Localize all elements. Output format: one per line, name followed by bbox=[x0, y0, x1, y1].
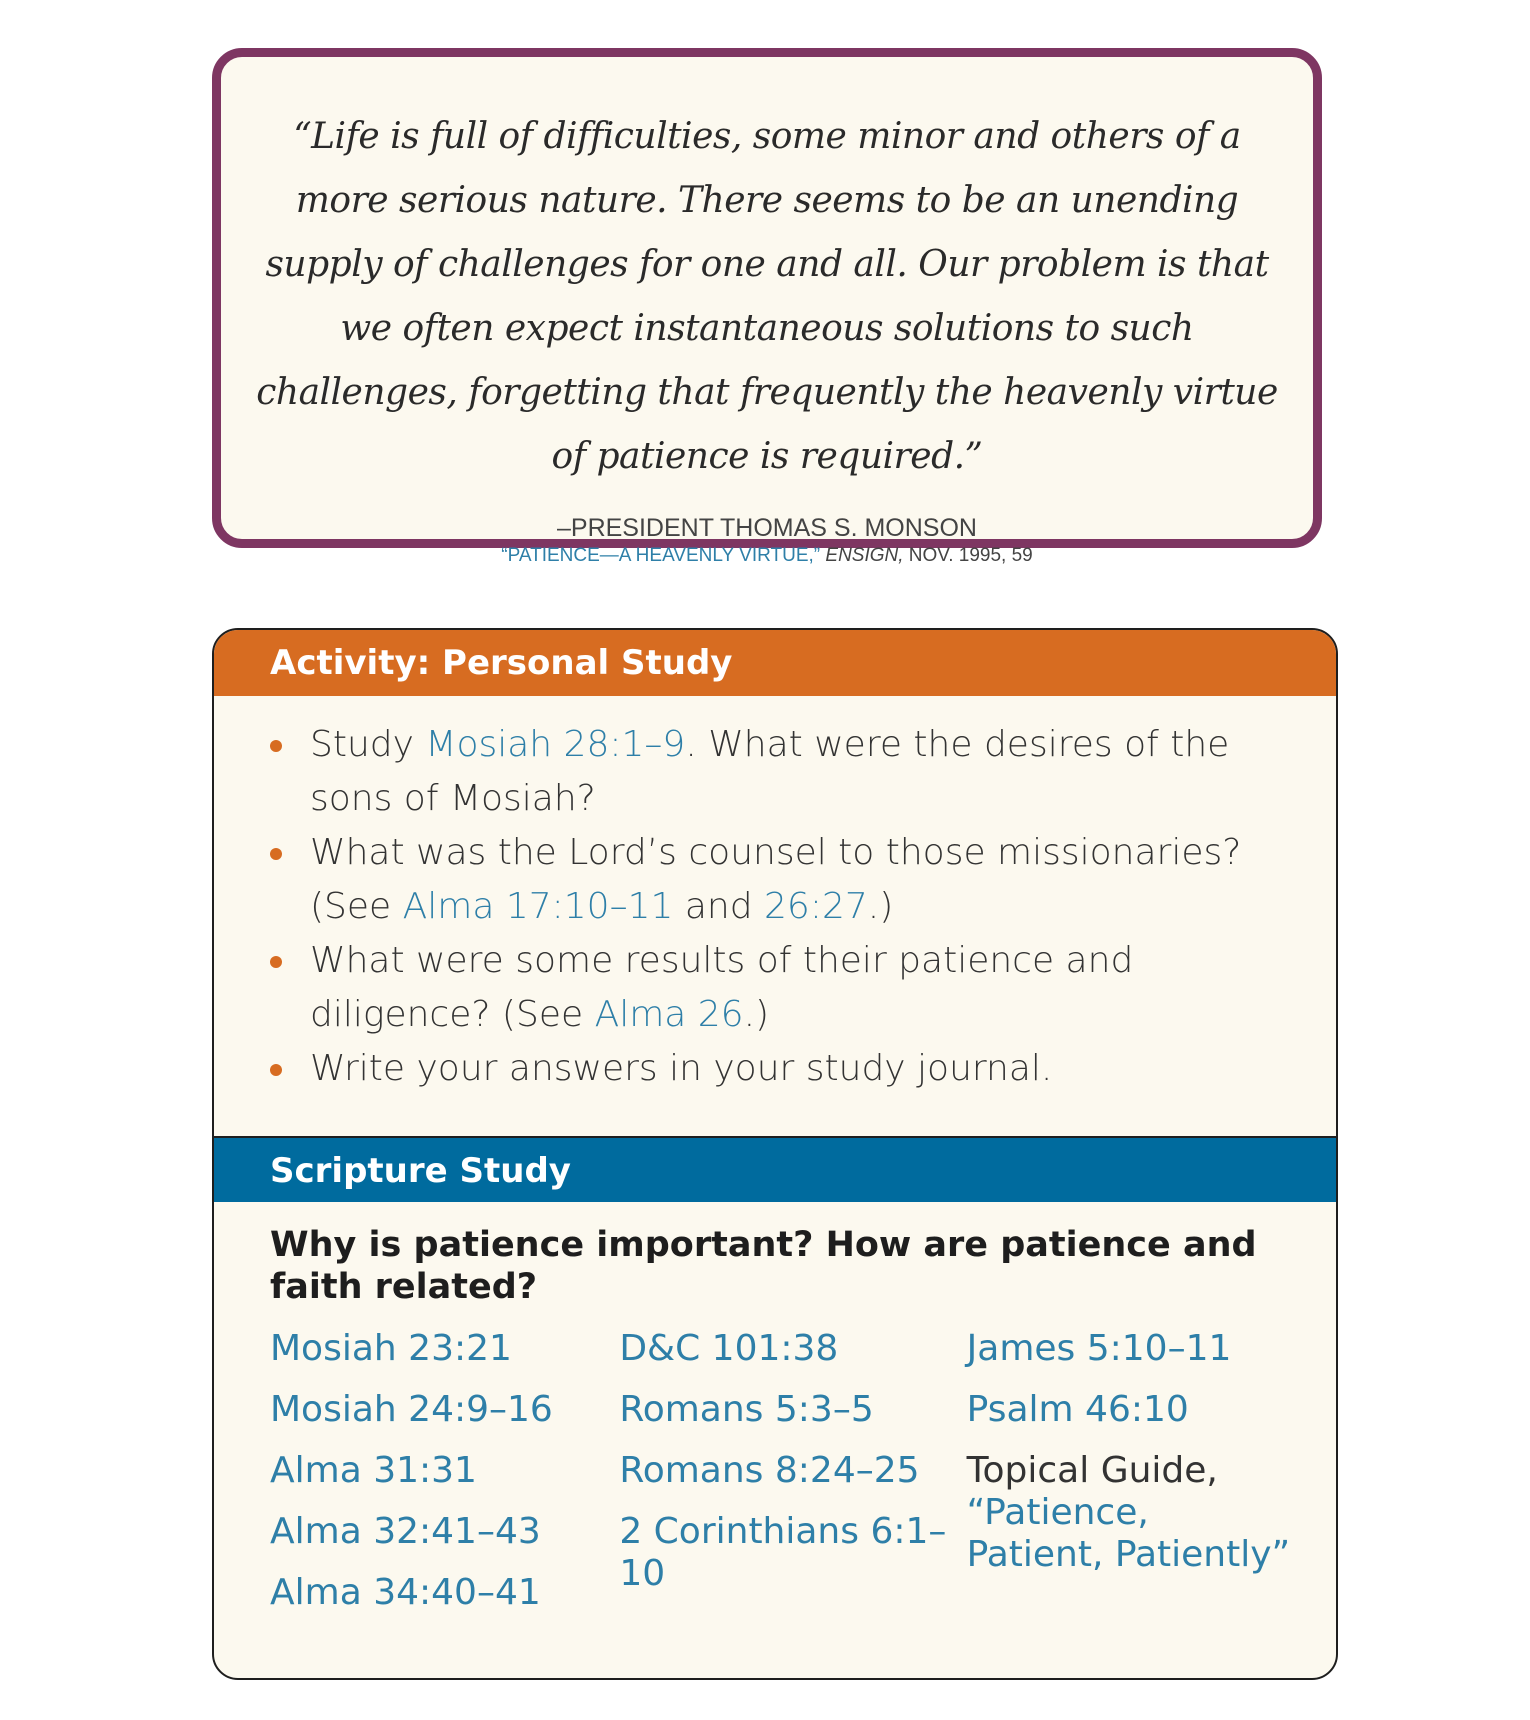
topical-guide-label: Topical Guide, bbox=[966, 1450, 1218, 1491]
scripture-link[interactable]: Mosiah 28:1–9 bbox=[425, 724, 686, 765]
activity-box bbox=[212, 628, 1338, 1680]
quote-citation bbox=[221, 543, 1313, 569]
bullet-text: .) bbox=[867, 886, 894, 927]
list-item bbox=[270, 934, 1296, 1042]
list-item bbox=[270, 718, 1296, 826]
scripture-column-3 bbox=[967, 1328, 1296, 1633]
scripture-link[interactable]: 26:27 bbox=[764, 886, 868, 927]
scripture-column-2 bbox=[619, 1328, 966, 1633]
scripture-study-content bbox=[214, 1202, 1336, 1633]
bullet-text: What were some results of their patience and diligence? (See bbox=[310, 940, 1134, 1035]
scripture-link[interactable]: Romans 5:3–5 bbox=[619, 1389, 874, 1430]
list-item bbox=[270, 1042, 1296, 1096]
bullet-text: Study bbox=[310, 724, 426, 765]
topical-guide-entry bbox=[967, 1450, 1296, 1576]
quote-box bbox=[212, 48, 1322, 566]
topical-guide-link[interactable]: “Patience, Patient, Patiently” bbox=[966, 1492, 1291, 1575]
scripture-link[interactable]: Alma 34:40–41 bbox=[270, 1572, 541, 1613]
bullet-text: and bbox=[673, 886, 765, 927]
quote-text: “Life is full of difficulties, some minor and others of a more serious nature. There seems to be an unending supply of challenges for one and all. Our problem is that we often expect instantaneous solutions to such challenges, forgetting that frequently the heavenly virtue of patience is required.” bbox=[256, 116, 1278, 477]
scripture-link[interactable]: Psalm 46:10 bbox=[966, 1389, 1189, 1430]
scripture-link[interactable]: Mosiah 24:9–16 bbox=[270, 1389, 553, 1430]
citation-magazine: ENSIGN, bbox=[825, 545, 904, 566]
list-item bbox=[270, 826, 1296, 934]
scripture-study-header: Scripture Study bbox=[214, 1136, 1336, 1202]
scripture-link[interactable]: Romans 8:24–25 bbox=[619, 1450, 920, 1491]
citation-title-link[interactable]: “PATIENCE—A HEAVENLY VIRTUE,” bbox=[501, 545, 821, 566]
activity-bullet-list bbox=[214, 696, 1336, 1136]
citation-date: NOV. 1995, 59 bbox=[908, 545, 1033, 566]
scripture-link[interactable]: D&C 101:38 bbox=[619, 1328, 839, 1369]
scripture-columns bbox=[270, 1328, 1296, 1633]
bullet-text: . What were the desires of the sons of Mosiah? bbox=[310, 724, 1230, 819]
scripture-link[interactable]: Alma 26 bbox=[594, 994, 744, 1035]
quote-attribution: –PRESIDENT THOMAS S. MONSON bbox=[557, 514, 977, 542]
bullet-text: What was the Lord’s counsel to those missionaries? (See bbox=[310, 832, 1242, 927]
scripture-link[interactable]: Alma 32:41–43 bbox=[270, 1511, 541, 1552]
bullet-text: Write your answers in your study journal. bbox=[310, 1048, 1053, 1089]
scripture-column-1 bbox=[270, 1328, 619, 1633]
activity-header: Activity: Personal Study bbox=[214, 630, 1336, 696]
scripture-link[interactable]: 2 Corinthians 6:1–10 bbox=[619, 1511, 947, 1594]
study-question: Why is patience important? How are patience and faith related? bbox=[270, 1225, 1257, 1307]
scripture-link[interactable]: Alma 31:31 bbox=[270, 1450, 477, 1491]
scripture-link[interactable]: James 5:10–11 bbox=[966, 1328, 1232, 1369]
scripture-link[interactable]: Mosiah 23:21 bbox=[270, 1328, 512, 1369]
bullet-text: .) bbox=[743, 994, 770, 1035]
scripture-link[interactable]: Alma 17:10–11 bbox=[402, 886, 674, 927]
